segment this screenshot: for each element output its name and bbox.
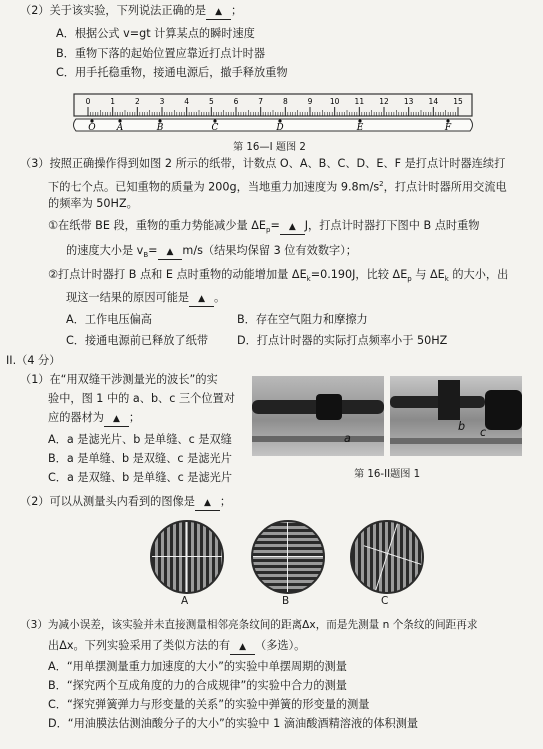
q3-sub1-line1: ①在纸带 BE 段，重物的重力势能减少量 $\Delta E_p=$ ▲ J，打点计时器打下图中 B 点时重物: [48, 219, 480, 235]
tape-caption: 第 16—I 题图 2: [233, 142, 306, 153]
ruler-tick-label: 14: [428, 97, 439, 106]
q2-option-c: C．用手托稳重物，接通电源后，撤手释放重物: [56, 66, 288, 79]
part2-q1-option-c: C．a 是双缝、b 是单缝、c 是滤光片: [48, 471, 233, 484]
part2-q1-option-a: A．a 是滤光片、b 是单缝、c 是双缝: [48, 433, 232, 446]
answer-blank[interactable]: ▲: [206, 5, 231, 20]
ruler-tick-label: 15: [453, 97, 463, 106]
part2-q2: （2）可以从测量头内看到的图像是 ▲ ；: [20, 495, 231, 511]
q2-option-b: B．重物下落的起始位置应靠近打点计时器: [56, 47, 266, 60]
apparatus-photo-left: [252, 376, 384, 456]
ruler-tick-label: 1: [110, 97, 116, 106]
paper-tape: [74, 119, 473, 131]
q3-option-b: B．存在空气阻力和摩擦力: [237, 313, 368, 326]
fringe-label-a: A: [181, 595, 189, 607]
fringe-image-b[interactable]: [251, 520, 325, 594]
ruler-tick-label: 0: [85, 97, 91, 106]
q3-line3: 的频率为 50HZ。: [48, 197, 138, 210]
tape-point-label: O: [88, 123, 96, 133]
ruler-tick-label: 5: [208, 97, 214, 106]
answer-blank[interactable]: ▲: [280, 220, 305, 235]
fringe-label-c: C: [381, 595, 389, 607]
part2-q1-line2: 验中，图 1 中的 a、b、c 三个位置对: [48, 392, 235, 405]
q2-option-a: A．根据公式 v=gt 计算某点的瞬时速度: [56, 27, 255, 40]
ruler-tick-label: 4: [184, 97, 190, 106]
ruler-tick-label: 9: [307, 97, 313, 106]
q3-line1: （3）按照正确操作得到如图 2 所示的纸带，计数点 O、A、B、C、D、E、F 是打点计时器连续打: [20, 157, 506, 170]
q3-sub1-line2: 的速度大小是 $v_B=$ ▲ m/s（结果均保留 3 位有效数字）；: [66, 244, 357, 260]
tape-point-label: F: [444, 123, 452, 133]
answer-blank[interactable]: ▲: [230, 640, 255, 655]
photo-caption: 第 16-II题图 1: [354, 469, 421, 480]
part2-q1-line3: 应的器材为 ▲ ；: [48, 411, 140, 427]
label-a: a: [344, 432, 351, 445]
fringe-image-a[interactable]: [150, 520, 224, 594]
q3-line2: 下的七个点。已知重物的质量为 200g，当地重力加速度为 $9.8m/s^2$，打点计时器所用交流电: [48, 180, 507, 194]
answer-blank[interactable]: ▲: [195, 496, 220, 511]
part2-q3-option-a: A．“用单摆测量重力加速度的大小”的实验中单摆周期的测量: [48, 660, 347, 673]
tape-point-label: B: [156, 123, 164, 133]
answer-blank[interactable]: ▲: [158, 245, 183, 260]
label-c: c: [480, 426, 487, 439]
part2-q3-option-d: D．“用油膜法估测油酸分子的大小”的实验中 1 滴油酸酒精溶液的体积测量: [48, 717, 419, 730]
answer-blank[interactable]: ▲: [189, 292, 214, 307]
part2-q3-line2: 出Δx。下列实验采用了类似方法的有 ▲ （多选）。: [48, 639, 305, 655]
q2-stem: （2）关于该实验，下列说法正确的是 ▲ ；: [20, 4, 242, 20]
tape-point-label: E: [356, 123, 364, 133]
answer-blank[interactable]: ▲: [104, 412, 129, 427]
tape-point-label: A: [116, 123, 124, 133]
tape-point-label: C: [211, 123, 219, 133]
part2-q3-option-b: B．“探究两个互成角度的力的合成规律”的实验中合力的测量: [48, 679, 347, 692]
q3-sub2-line2: 现这一结果的原因可能是 ▲ 。: [66, 291, 225, 307]
q3-sub2-line1: ②打点计时器打 B 点和 E 点时重物的动能增加量 $\Delta E_k=0.190J$，比较 $\Delta E_p$ 与 $\Delta E_k$ 的大小，出: [48, 268, 509, 284]
part2-q3-line1: （3）为减小误差，该实验并未直接测量相邻亮条纹间的距离Δx，而是先测量 n 个条纹的间距再求: [20, 619, 478, 631]
fringe-label-b: B: [282, 595, 290, 607]
part2-q3-option-c: C．“探究弹簧弹力与形变量的关系”的实验中弹簧的形变量的测量: [48, 698, 370, 711]
q3-option-d: D．打点计时器的实际打点频率小于 50HZ: [237, 334, 448, 347]
apparatus-photo-right: [390, 376, 522, 456]
label-b: b: [458, 420, 466, 433]
tape-point-label: D: [276, 123, 284, 133]
part2-q1-option-b: B．a 是单缝、b 是双缝、c 是滤光片: [48, 452, 232, 465]
ruler-tick-label: 13: [403, 97, 414, 106]
part2-heading: II.（4 分）: [6, 354, 61, 367]
ruler-tick-label: 12: [379, 97, 389, 106]
q3-option-c: C．接通电源前已释放了纸带: [66, 334, 209, 347]
ruler-tick-label: 10: [329, 97, 340, 106]
ruler-tick-label: 11: [354, 97, 365, 106]
fringe-image-c[interactable]: [350, 520, 424, 594]
q3-option-a: A．工作电压偏高: [66, 313, 152, 326]
ruler-tick-label: 7: [258, 97, 264, 106]
ruler-tick-label: 3: [159, 97, 165, 106]
ruler-tape-figure: [70, 92, 485, 142]
ruler-tick-label: 6: [233, 97, 239, 106]
ruler-tick-label: 8: [282, 97, 288, 106]
part2-q1-line1: （1）在“用双缝干涉测量光的波长”的实: [20, 373, 218, 386]
ruler-tick-label: 2: [134, 97, 140, 106]
